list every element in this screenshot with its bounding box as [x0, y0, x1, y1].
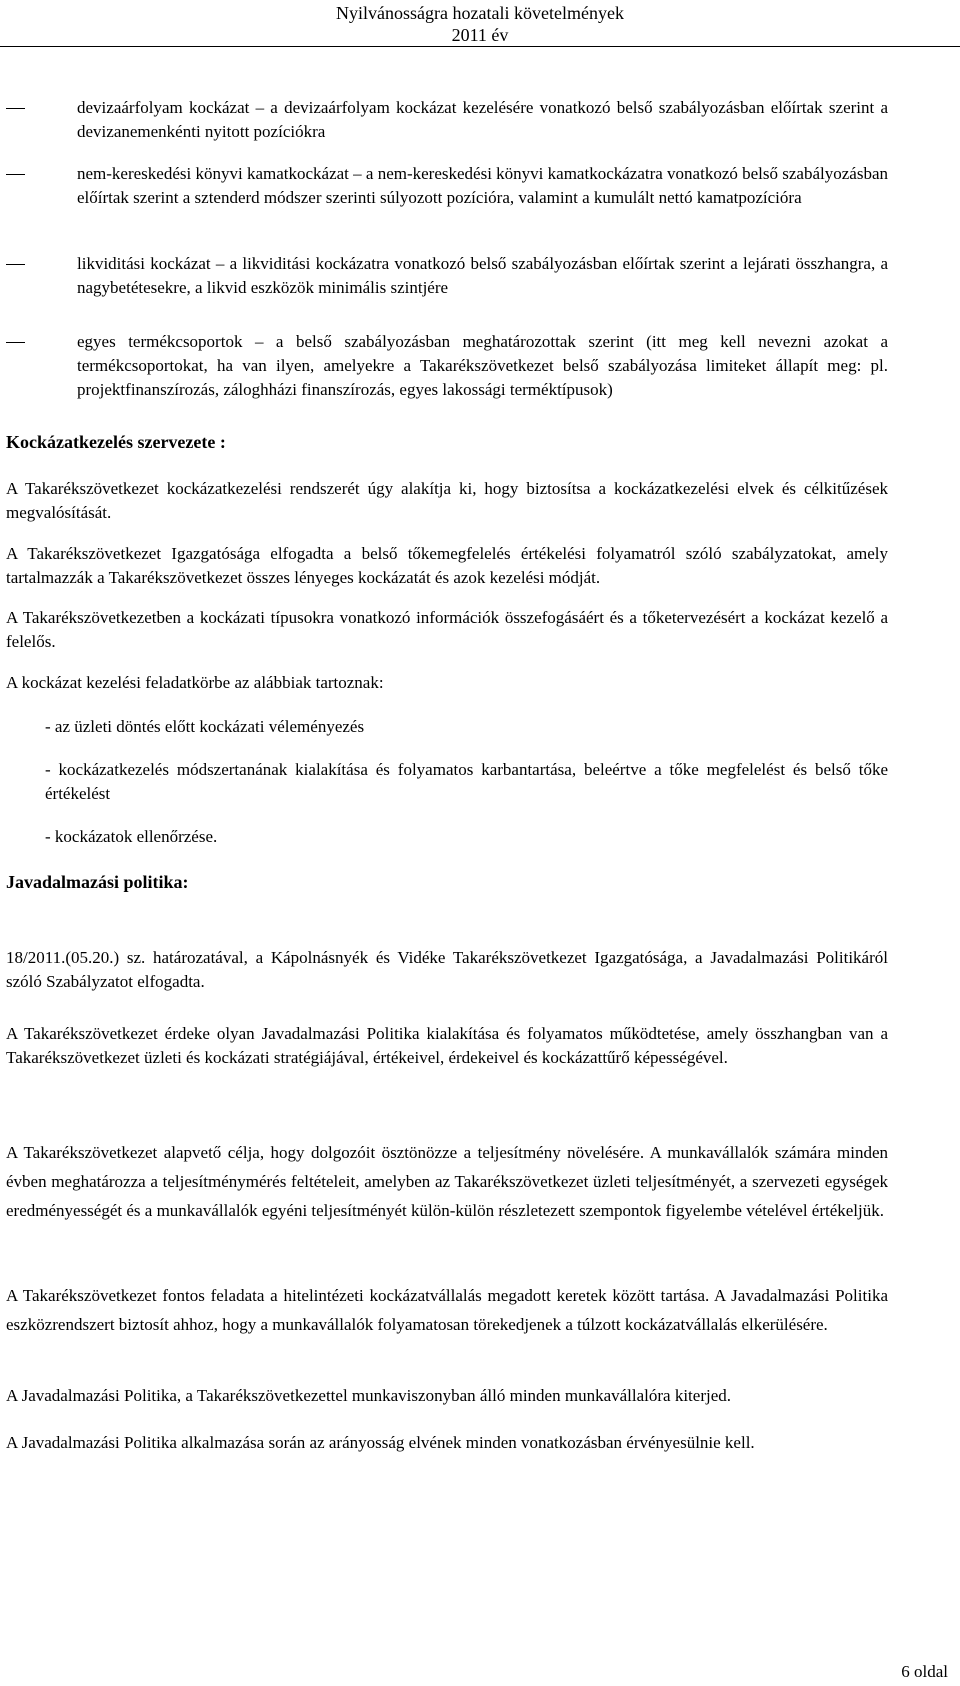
section-heading-risk-organization: Kockázatkezelés szervezete :	[6, 432, 226, 452]
paragraph: A Takarékszövetkezetben a kockázati típusokra vonatkozó információk összefogásáért és a tőketervezésért a kockázat kezelő a felelős.	[6, 608, 888, 651]
bullet-dash	[6, 174, 25, 175]
paragraph: A Takarékszövetkezet Igazgatósága elfogadta a belső tőkemegfelelés értékelési folyamatról szóló szabályzatokat, amely tartalmazzák a Takarékszövetkezet összes lényeges kockázatát és azok kezelési módját.	[6, 544, 888, 587]
paragraph: A Javadalmazási Politika alkalmazása során az arányosság elvének minden vonatkozásban érvényesülnie kell.	[6, 1433, 755, 1452]
bullet-item: nem-kereskedési könyvi kamatkockázat – a nem-kereskedési könyvi kamatkockázatra vonatkozó belső szabályozásban előírtak szerint a sztenderd módszer szerinti súlyozott pozícióra, valamint a kumulált nettó kamatpozícióra	[77, 164, 888, 207]
list-item: - kockázatkezelés módszertanának kialakítása és folyamatos karbantartása, beleértve a tőke megfelelést és belső tőke értékelést	[45, 760, 888, 803]
bullet-dash	[6, 108, 25, 109]
paragraph: A Takarékszövetkezet fontos feladata a hitelintézeti kockázatvállalás megadott keretek között tartása. A Javadalmazási Politika eszközrendszert biztosít ahhoz, hogy a munkavállalók folyamatosan törekedjenek a túlzott kockázatvállalás elkerülésére.	[6, 1286, 888, 1334]
header-year: 2011 év	[451, 25, 509, 45]
bullet-dash	[6, 264, 25, 265]
bullet-dash	[6, 342, 25, 343]
paragraph: A kockázat kezelési feladatkörbe az alábbiak tartoznak:	[6, 673, 384, 692]
bullet-item: egyes termékcsoportok – a belső szabályozásban meghatározottak szerint (itt meg kell nevezni azokat a termékcsoportokat, ha van ilyen, amelyekre a Takarékszövetkezet belső szabályozása limiteket állapít meg: pl. projektfinanszírozás, záloghházi finanszírozás, egyes lakossági terméktípusok)	[77, 332, 888, 399]
list-item: - az üzleti döntés előtt kockázati véleményezés	[45, 717, 365, 736]
list-item: - kockázatok ellenőrzése.	[45, 827, 218, 846]
bullet-item: likviditási kockázat – a likviditási kockázatra vonatkozó belső szabályozásban előírtak szerint a lejárati összhangra, a nagybetétesekre, a likvid eszközök minimális szintjére	[77, 254, 888, 297]
paragraph: A Takarékszövetkezet alapvető célja, hogy dolgozóit ösztönözze a teljesítmény növelésére. A munkavállalók számára minden évben meghatározza a teljesítménymérés feltételeit, amelyben az Takarékszövetkezet üzleti teljesítményét, a szervezeti egységek eredményességét és a munkavállalók egyéni teljesítményét külön-külön részletezett szempontok figyelembe vételével értékeljük.	[6, 1143, 888, 1220]
section-heading-remuneration-policy: Javadalmazási politika:	[6, 872, 189, 892]
header-divider	[0, 46, 960, 47]
paragraph: A Takarékszövetkezet kockázatkezelési rendszerét úgy alakítja ki, hogy biztosítsa a kockázatkezelési elvek és célkitűzések megvalósítását.	[6, 479, 888, 522]
paragraph: A Takarékszövetkezet érdeke olyan Javadalmazási Politika kialakítása és folyamatos működtetése, amely összhangban van a Takarékszövetkezet üzleti és kockázati stratégiájával, értékeivel, érdekeivel és kockázattűrő képességével.	[6, 1024, 888, 1067]
paragraph: 18/2011.(05.20.) sz. határozatával, a Kápolnásnyék és Vidéke Takarékszövetkezet Igazgatósága, a Javadalmazási Politikáról szóló Szabályzatot elfogadta.	[6, 948, 888, 991]
page-header	[0, 0, 960, 50]
page-number: 6 oldal	[901, 1662, 948, 1681]
header-title: Nyilvánosságra hozatali követelmények	[336, 3, 624, 23]
paragraph: A Javadalmazási Politika, a Takarékszövetkezettel munkaviszonyban álló minden munkavállalóra kiterjed.	[6, 1386, 732, 1405]
bullet-item: devizaárfolyam kockázat – a devizaárfolyam kockázat kezelésére vonatkozó belső szabályozásban előírtak szerint a devizanemenkénti nyitott pozíciókra	[77, 98, 888, 141]
